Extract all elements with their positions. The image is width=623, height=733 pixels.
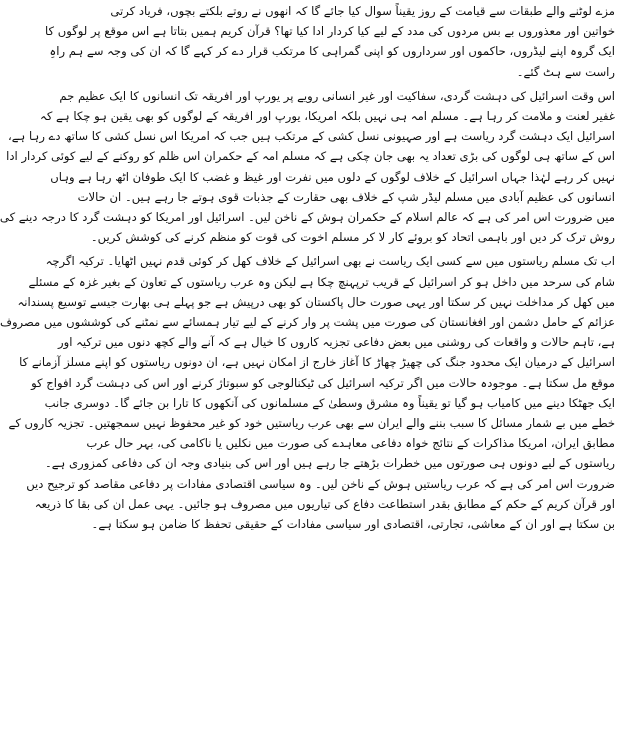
text-line: روش ترک کر دیں اور باہمی اتحاد کو بروئے کار لا کر مسلم اخوت کی قوت کو منظم کرنے کی کوشش کریں۔ [90, 230, 615, 245]
paragraph-3 [0, 251, 615, 534]
text-line: میں ضرورت اس امر کی ہے کہ عالم اسلام کے حکمران ہوش کے ناخن لیں۔ اسرائیل اور امریکا کو دہشت گرد کا درجہ دینے کی [0, 210, 615, 225]
text-line: راست سے ہٹ گئے۔ [516, 64, 615, 79]
text-line: غفیر لعنت و ملامت کر رہا ہے۔ مسلم امہ ہی نہیں بلکہ امریکا، یورپ اور افریقہ کے لوگوں کو بھی یقین ہو چکا ہے کہ [40, 109, 615, 124]
text-line: اس وقت اسرائیل کی دہشت گردی، سفاکیت اور غیر انسانی رویے پر یورپ اور افریقہ تک انسانوں کا ایک عظیم جم [59, 88, 615, 103]
text-line: اسرائیل کے درمیان ایک محدود جنگ کی چھیڑ چھاڑ کا آغاز خارج از امکان نہیں ہے، ان دونوں ریاستوں کو اپنے مسلز آزمانے کا [19, 355, 615, 370]
text-line: ضرورت اس امر کی ہے کہ عرب ریاستیں ہوش کے ناخن لیں۔ وہ سیاسی اقتصادی مفادات پر دفاعی مقاصد کو ترجیح دیں [26, 476, 615, 491]
text-line: اور قرآن کریم کے حکم کے مطابق بقدر استطاعت دفاع کی تیاریوں میں مصروف ہو جائیں۔ یہی عمل ان کی بقا کا ذریعہ [34, 496, 615, 511]
text-line: مطابق ایران، امریکا مذاکرات کے نتائج خواہ دفاعی معاہدے کی صورت میں نکلیں یا ناکامی کی، بہر حال عرب [86, 436, 615, 451]
text-line: میں کھل کر مداخلت نہیں کر سکتا اور یہی صورت حال پاکستان کو بھی درپیش ہے جو پہلے ہی بھارت جیسے توسیع پسندانہ [17, 294, 615, 309]
text-line: خطے میں بے شمار مسائل کا سبب بننے والے ایران سے بھی عرب ریاستیں خود کو غیر محفوظ نہیں سمجھتیں۔ تجزیہ کاروں کے [8, 416, 615, 431]
text-line: عزائم کے حامل دشمن اور افغانستان کی صورت میں پشت پر وار کرنے کے لیے تیار ہمسائے سے نمٹنے کی کوششوں میں مصروف [0, 315, 615, 330]
text-line: اس کے ساتھ ہی لوگوں کی بڑی تعداد یہ بھی جان چکی ہے کہ مسلم امہ کے حکمران اس ظلم کو روکنے کے لیے کوئی کردار ادا [6, 149, 615, 164]
text-line: ریاستوں کے لیے دونوں ہی صورتوں میں خطرات بڑھتے جا رہے ہیں اور اس کی بنیادی وجہ ان کی دفاعی کمزوری ہے۔ [44, 456, 615, 471]
paragraph-2 [0, 86, 615, 248]
text-line: موقع مل سکتا ہے۔ موجودہ حالات میں اگر ترکیہ اسرائیل کی ٹیکنالوجی کو سبوتاژ کرنے اور اس کی دہشت گرد افواج کو [31, 375, 615, 390]
text-line: اب تک مسلم ریاستوں میں سے کسی ایک ریاست نے بھی اسرائیل کے خلاف کھل کر کوئی قدم نہیں اٹھایا۔ ترکیہ اگرچہ [45, 254, 615, 269]
text-line: ایک جھٹکا دینے میں کامیاب ہو گیا تو یقیناً وہ مشرق وسطیٰ کے مسلمانوں کی آنکھوں کا تارا بن جائے گا۔ دوسری جانب [44, 395, 615, 410]
text-line: خواتین اور معذوروں بے بس مردوں کی مدد کے لیے کیا کردار ادا کیا تھا؟ قرآن کریم ہمیں بتاتا ہے اس موقع پر لوگوں کا [44, 24, 615, 39]
text-line: نہیں کر رہے لہٰذا جہاں اسرائیل کے خلاف لوگوں کے دلوں میں نفرت اور غیظ و غضب کا ایک طوفان اٹھ رہا ہے وہاں [50, 169, 615, 184]
text-line: شام کی سرحد میں داخل ہو کر اسرائیل کے قریب ترپہنچ چکا ہے لیکن وہ عرب ریاستوں کے تعاون کے بغیر غزہ کے مسئلے [28, 274, 615, 289]
text-line: ایک گروہ اپنے لیڈروں، حاکموں اور سرداروں کو اپنی گمراہی کا مرتکب قرار دے کر کہے گا کہ ان کی وجہ سے ہم راہِ [49, 44, 615, 59]
text-line: اسرائیل ایک دہشت گرد ریاست ہے اور صہیونی نسل کشی کے مرتکب ہیں جب کہ امریکا اس نسل کشی کا ساتھ دے رہا ہے، [8, 129, 615, 144]
text-line: مزے لوٹنے والے طبقات سے قیامت کے روز یقیناً سوال کیا جائے گا کہ انھوں نے روتے بلکتے بچوں، فریاد کرتی [110, 4, 615, 18]
text-line: بن سکتا ہے اور ان کے معاشی، تجارتی، اقتصادی اور سیاسی مفادات کے حقیقی تحفظ کا ضامن ہو سکتا ہے۔ [91, 517, 615, 532]
text-line: انسانوں کی عظیم آبادی میں مسلم لیڈر شپ کے خلاف بھی حقارت کے جذبات قوی ہوتے جا رہے ہیں۔ ان حالات [77, 189, 615, 204]
paragraph-1 [44, 1, 615, 82]
text-line: ہے، تاہم حالات و واقعات کی روشنی میں بعض دفاعی تجزیہ کاروں کا خیال ہے کہ آنے والے کچھ دنوں میں ترکیہ اور [58, 335, 615, 350]
